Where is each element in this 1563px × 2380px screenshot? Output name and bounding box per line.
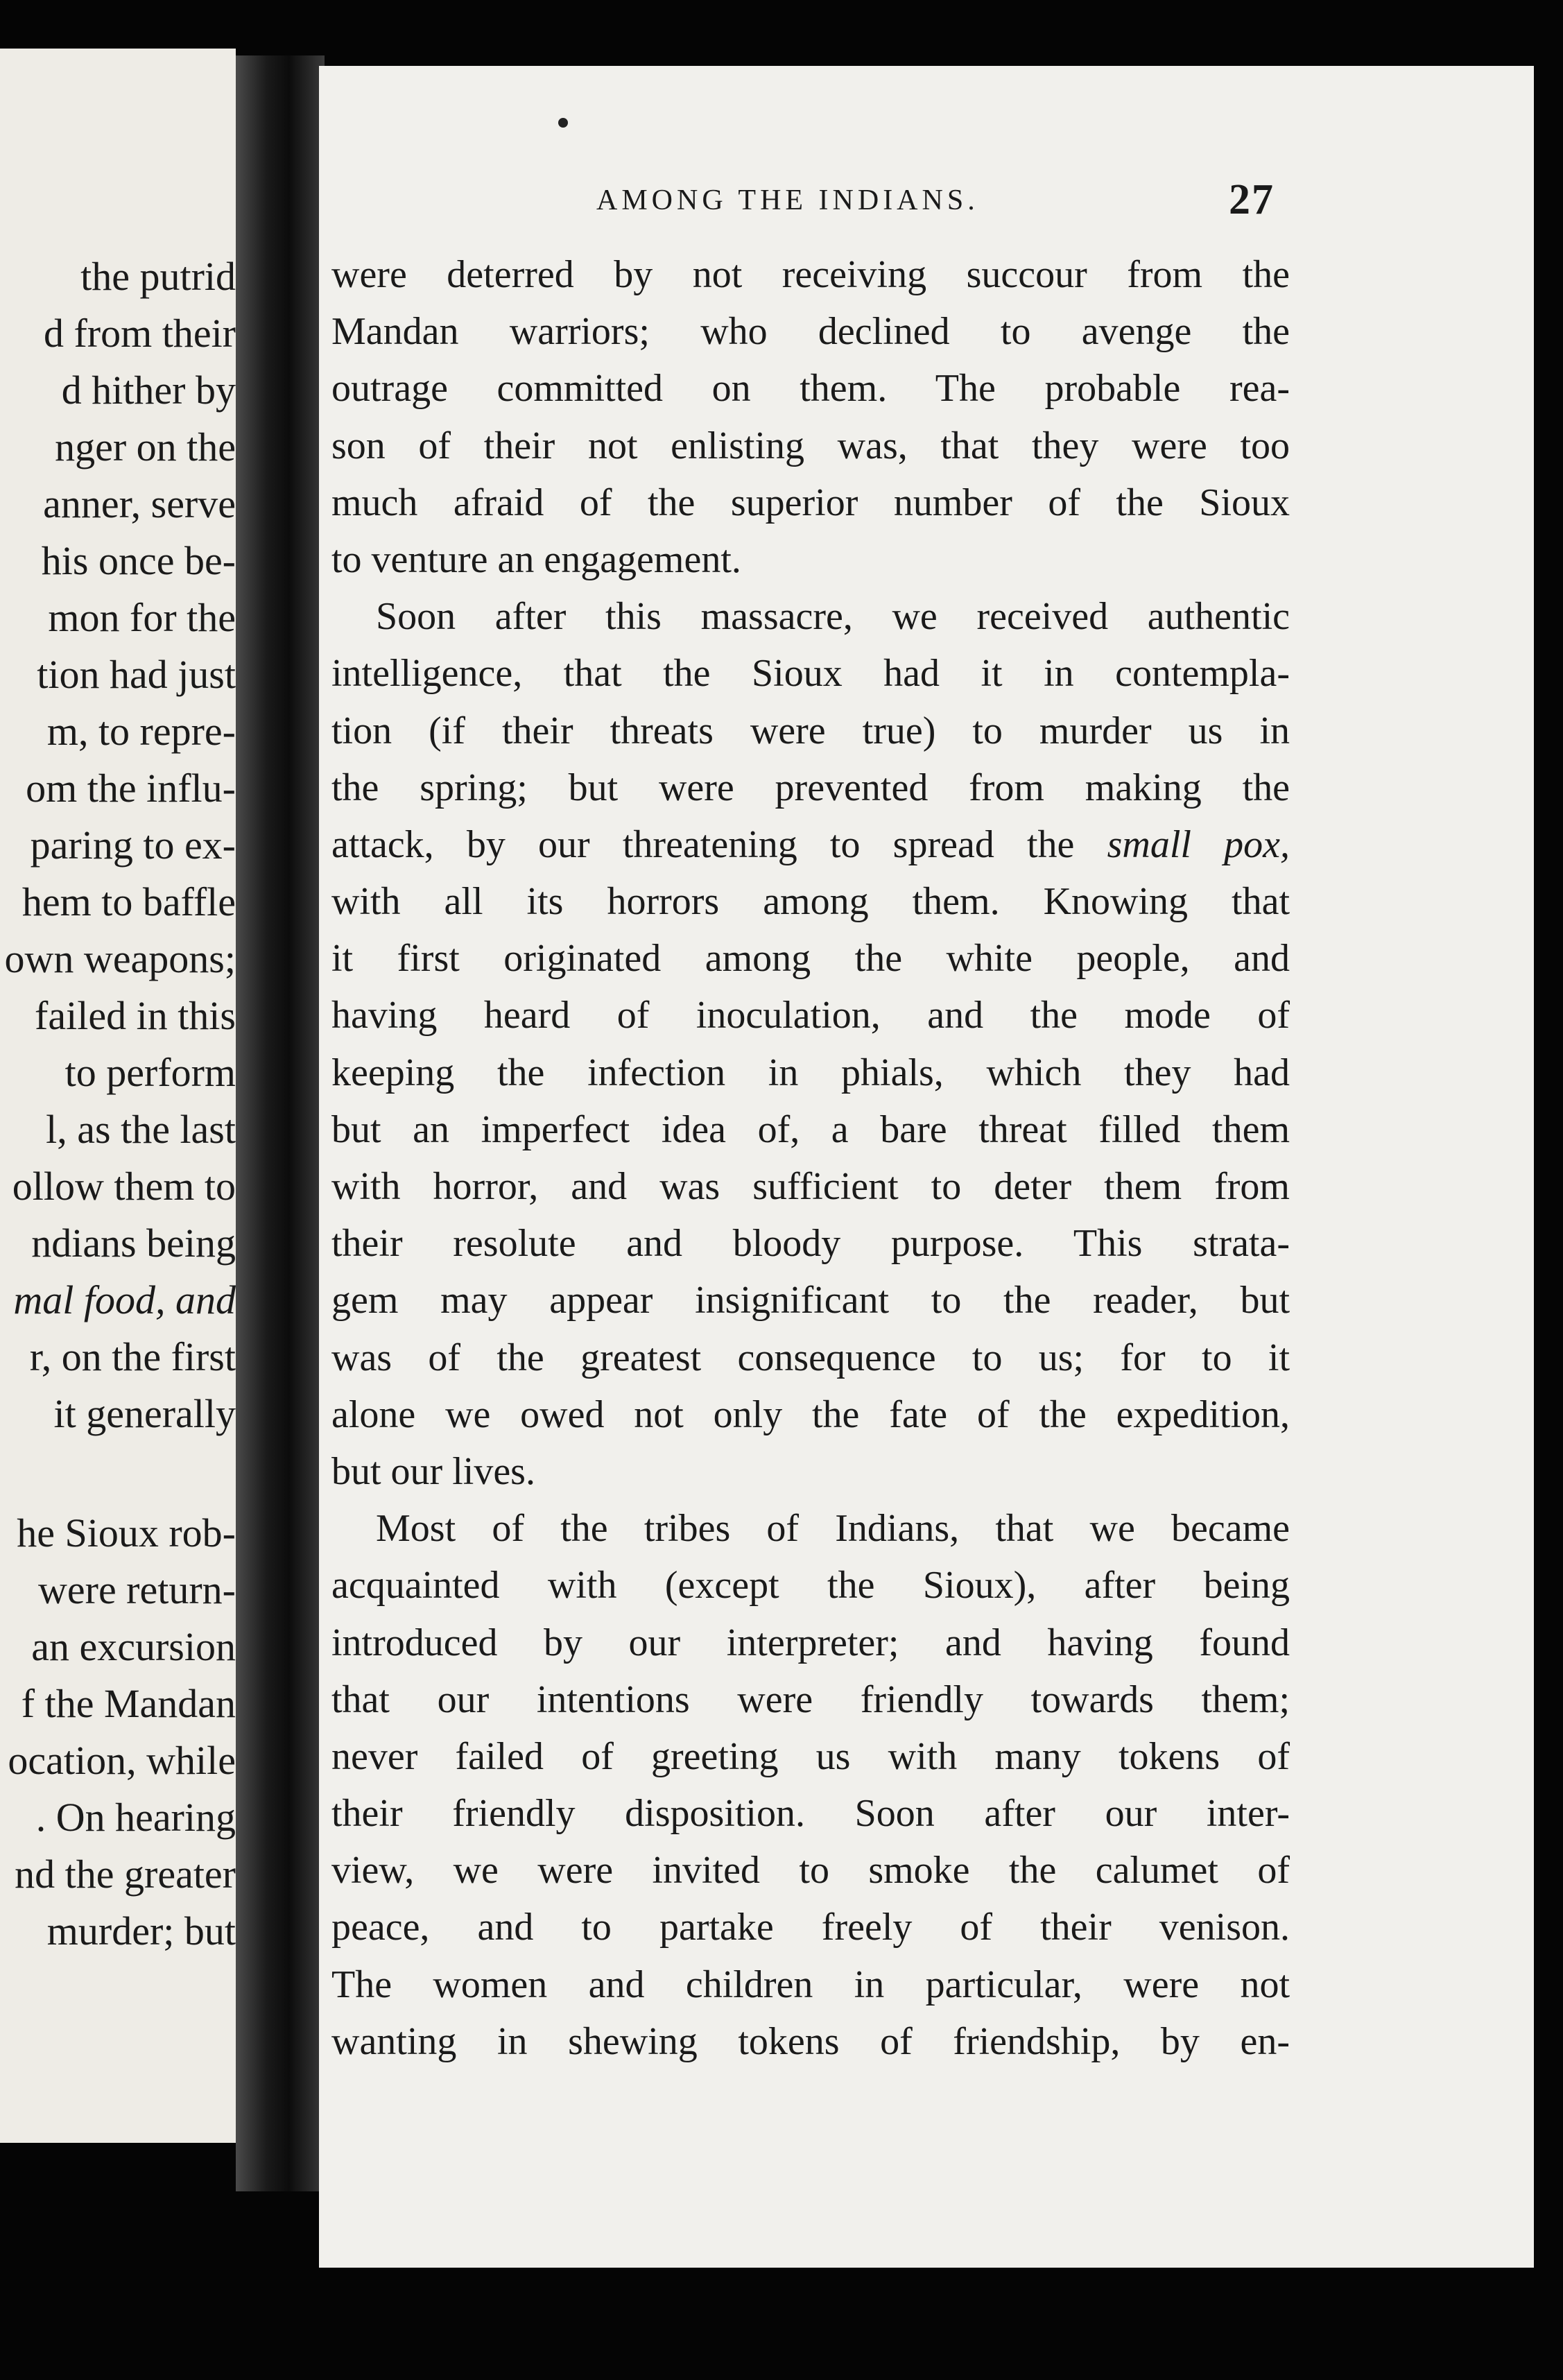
left-line: ndians being bbox=[31, 1221, 236, 1266]
text-line: wanting in shewing tokens of friendship, by en- bbox=[331, 2019, 1290, 2063]
left-line: failed in this bbox=[35, 993, 236, 1038]
text-line: their resolute and bloody purpose. This strata- bbox=[331, 1222, 1290, 1266]
text-line: view, we were invited to smoke the calumet of bbox=[331, 1849, 1290, 1892]
text-line: but an imperfect idea of, a bare threat filled them bbox=[331, 1107, 1290, 1151]
text-line: keeping the infection in phials, which they had bbox=[331, 1051, 1290, 1094]
left-facing-page bbox=[0, 49, 236, 2143]
left-line: nger on the bbox=[55, 424, 236, 469]
text-line: alone we owed not only the fate of the expedition, bbox=[331, 1392, 1290, 1436]
text-line: that our intentions were friendly towards them; bbox=[331, 1678, 1290, 1721]
text-line: with all its horrors among them. Knowing that bbox=[331, 880, 1290, 924]
left-line: ollow them to bbox=[12, 1164, 236, 1209]
left-line: nd the greater bbox=[15, 1852, 236, 1897]
left-line: mal food, and bbox=[13, 1277, 236, 1322]
left-line: d from their bbox=[43, 311, 236, 356]
text-line bbox=[331, 816, 1290, 873]
text-line: the spring; but were prevented from making the bbox=[331, 766, 1290, 809]
left-line: om the influ- bbox=[26, 766, 236, 811]
text-line: outrage committed on them. The probable rea- bbox=[331, 367, 1290, 411]
left-line: f the Mandan bbox=[21, 1681, 236, 1726]
left-line: tion had just bbox=[37, 652, 236, 697]
text-line: Most of the tribes of Indians, that we became bbox=[376, 1507, 1290, 1551]
text-line: it first originated among the white people, and bbox=[331, 937, 1290, 981]
text-line: having heard of inoculation, and the mode of bbox=[331, 994, 1290, 1037]
left-line: an excursion bbox=[31, 1624, 236, 1669]
text-line: much afraid of the superior number of the Sioux bbox=[331, 481, 1290, 524]
left-line: murder; but bbox=[46, 1908, 236, 1954]
left-line: r, on the first bbox=[29, 1334, 236, 1379]
line-segment: attack, by our threatening to spread the bbox=[331, 822, 1075, 866]
book-gutter bbox=[236, 55, 325, 2191]
text-line: was of the greatest consequence to us; for to it bbox=[331, 1336, 1290, 1379]
left-line: m, to repre- bbox=[46, 709, 236, 754]
text-line: never failed of greeting us with many tokens of bbox=[331, 1734, 1290, 1778]
left-line: d hither by bbox=[61, 368, 236, 413]
right-page bbox=[319, 66, 1534, 2268]
left-line: his once be- bbox=[41, 538, 236, 583]
left-line: mon for the bbox=[48, 595, 236, 640]
page-number: 27 bbox=[1229, 176, 1275, 223]
text-line: introduced by our interpreter; and having found bbox=[331, 1621, 1290, 1664]
left-line: he Sioux rob- bbox=[17, 1510, 236, 1555]
text-line: with horror, and was sufficient to deter them from bbox=[331, 1165, 1290, 1208]
text-line: tion (if their threats were true) to murder us in bbox=[331, 709, 1290, 752]
left-line: . On hearing bbox=[35, 1795, 236, 1840]
text-line: The women and children in particular, were not bbox=[331, 1963, 1290, 2006]
text-line: but our lives. bbox=[331, 1449, 535, 1493]
text-line: gem may appear insignificant to the reader, but bbox=[331, 1279, 1290, 1322]
text-line: to venture an engagement. bbox=[331, 537, 741, 581]
running-title: AMONG THE INDIANS. bbox=[596, 184, 979, 216]
text-line: peace, and to partake freely of their venison. bbox=[331, 1906, 1290, 1949]
left-line: it generally bbox=[53, 1391, 236, 1436]
text-line: Soon after this massacre, we received authentic bbox=[376, 595, 1290, 639]
text-line: were deterred by not receiving succour from the bbox=[331, 253, 1290, 296]
text-line: intelligence, that the Sioux had it in contempla- bbox=[331, 652, 1290, 696]
text-line: acquainted with (except the Sioux), after being bbox=[331, 1564, 1290, 1607]
ink-speck bbox=[558, 118, 568, 128]
text-line: their friendly disposition. Soon after our inter- bbox=[331, 1792, 1290, 1836]
left-line: hem to baffle bbox=[21, 879, 236, 924]
body-text bbox=[331, 246, 1290, 2070]
left-line: l, as the last bbox=[46, 1107, 236, 1152]
italic-phrase: small pox, bbox=[1107, 822, 1290, 866]
text-line: son of their not enlisting was, that they were too bbox=[331, 424, 1290, 467]
left-line: own weapons; bbox=[4, 936, 236, 981]
left-line: the putrid bbox=[80, 254, 236, 299]
text-line: Mandan warriors; who declined to avenge the bbox=[331, 310, 1290, 354]
left-line: paring to ex- bbox=[30, 822, 236, 868]
left-line: to perform bbox=[64, 1050, 236, 1095]
left-line: ocation, while bbox=[8, 1738, 236, 1783]
left-line: anner, serve bbox=[43, 481, 236, 526]
left-line: were return- bbox=[38, 1567, 236, 1612]
